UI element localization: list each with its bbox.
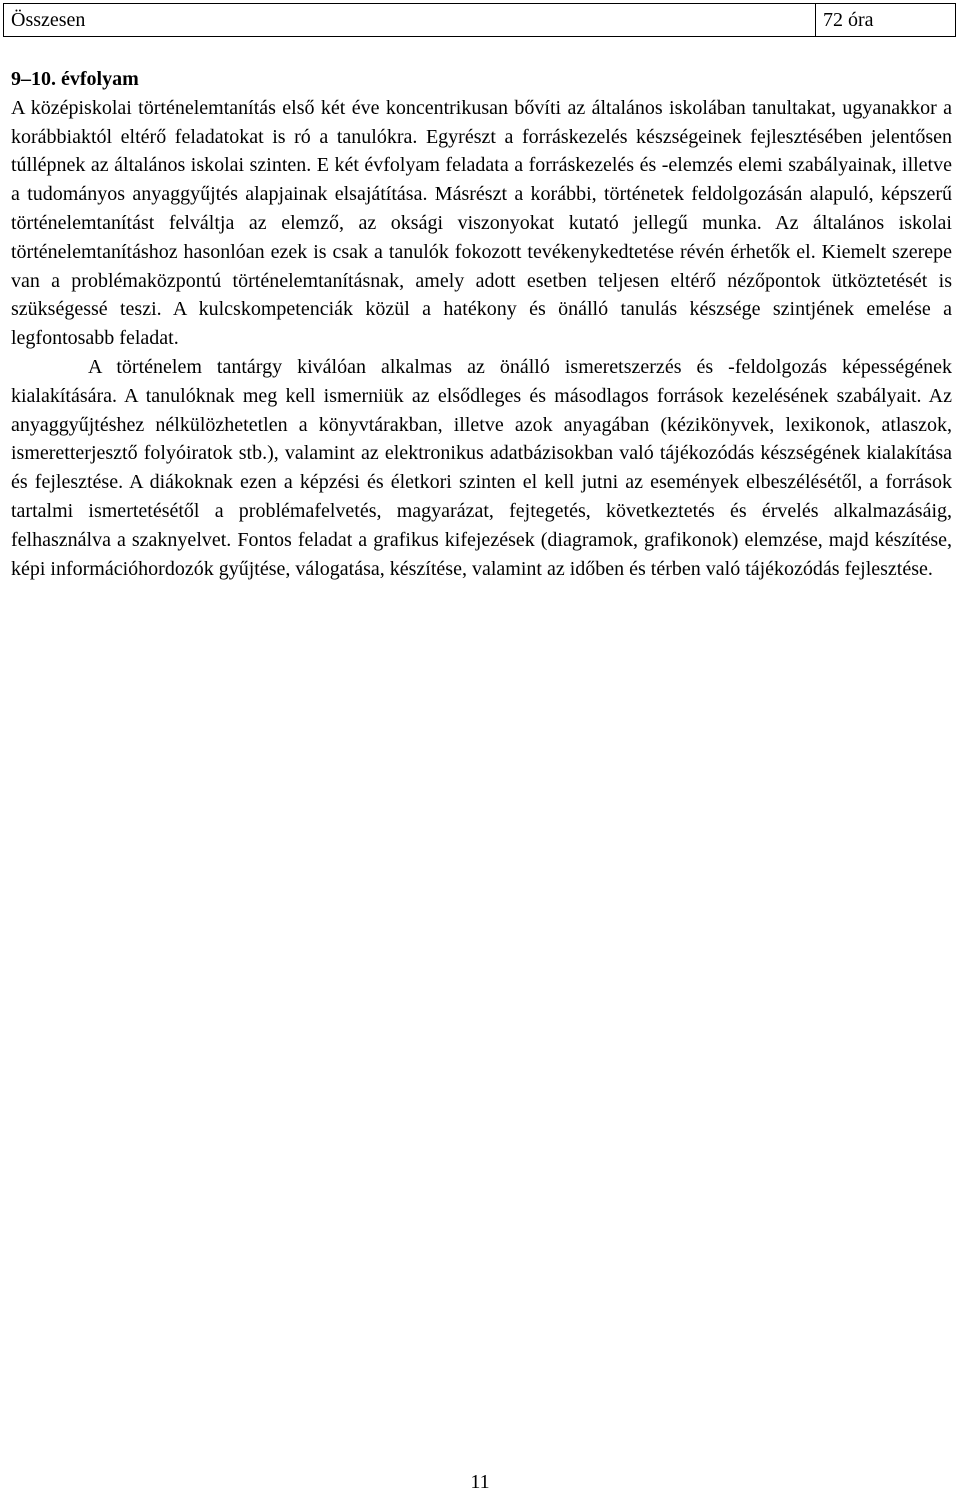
section-heading: 9–10. évfolyam (11, 68, 139, 90)
section-content (11, 65, 952, 583)
summary-table (3, 3, 956, 37)
page-number: 11 (470, 1471, 490, 1493)
summary-row (4, 4, 956, 37)
summary-hours: 72 óra (816, 4, 956, 37)
paragraph-intro: A középiskolai történelemtanítás első két éve koncentrikusan bővíti az általános iskolában tanultakat, ugyanakkor a korábbiaktól eltérő feladatokat is ró a tanulókra. Egyrészt a forráskezelés készségeinek fejlesztésében jelentősen túllépnek az általános iskolai szinten. E két évfolyam feladata a forráskezelés és -elemzés elemi szabályainak, illetve a tudományos anyaggyűjtés alapjainak elsajátítása. Másrészt a korábbi, történetek feldolgozásán alapuló, képszerű történelemtanítást felváltja az elemző, az oksági viszonyokat kutató jellegű munka. Az általános iskolai történelemtanításhoz hasonlóan ezek is csak a tanulók fokozott tevékenykedtetése révén érhetők el. Kiemelt szerepe van a problémaközpontú történelemtanításnak, amely adott esetben teljesen eltérő nézőpontok ütköztetését is szükségessé teszi. A kulcskompetenciák közül a hatékony és önálló tanulás készsége szintjének emelése a legfontosabb feladat. (11, 96, 952, 350)
paragraph-skills: A történelem tantárgy kiválóan alkalmas az önálló ismeretszerzés és -feldolgozás képességének kialakítására. A tanulóknak meg kell ismerniük az elsődleges és másodlagos források kezelésének szabályait. Az anyaggyűjtéshez nélkülözhetetlen a könyvtárakban, illetve azok anyagában (kézikönyvek, lexikonok, atlaszok, ismeretterjesztő folyóiratok stb.), valamint az elektronikus adatbázisokban való tájékozódás készségének kialakítása és fejlesztése. A diákoknak ezen a képzési és életkori szinten el kell jutni az események elbeszélésétől, a források tartalmi ismertetésétől a problémafelvetés, magyarázat, fejtegetés, következtetés és érvelés alkalmazásáig, felhasználva a szaknyelvet. Fontos feladat a grafikus kifejezések (diagramok, grafikonok) elemzése, majd készítése, képi információhordozók gyűjtése, válogatása, készítése, valamint az időben és térben való tájékozódás fejlesztése. (11, 355, 952, 580)
summary-label: Összesen (4, 4, 816, 37)
